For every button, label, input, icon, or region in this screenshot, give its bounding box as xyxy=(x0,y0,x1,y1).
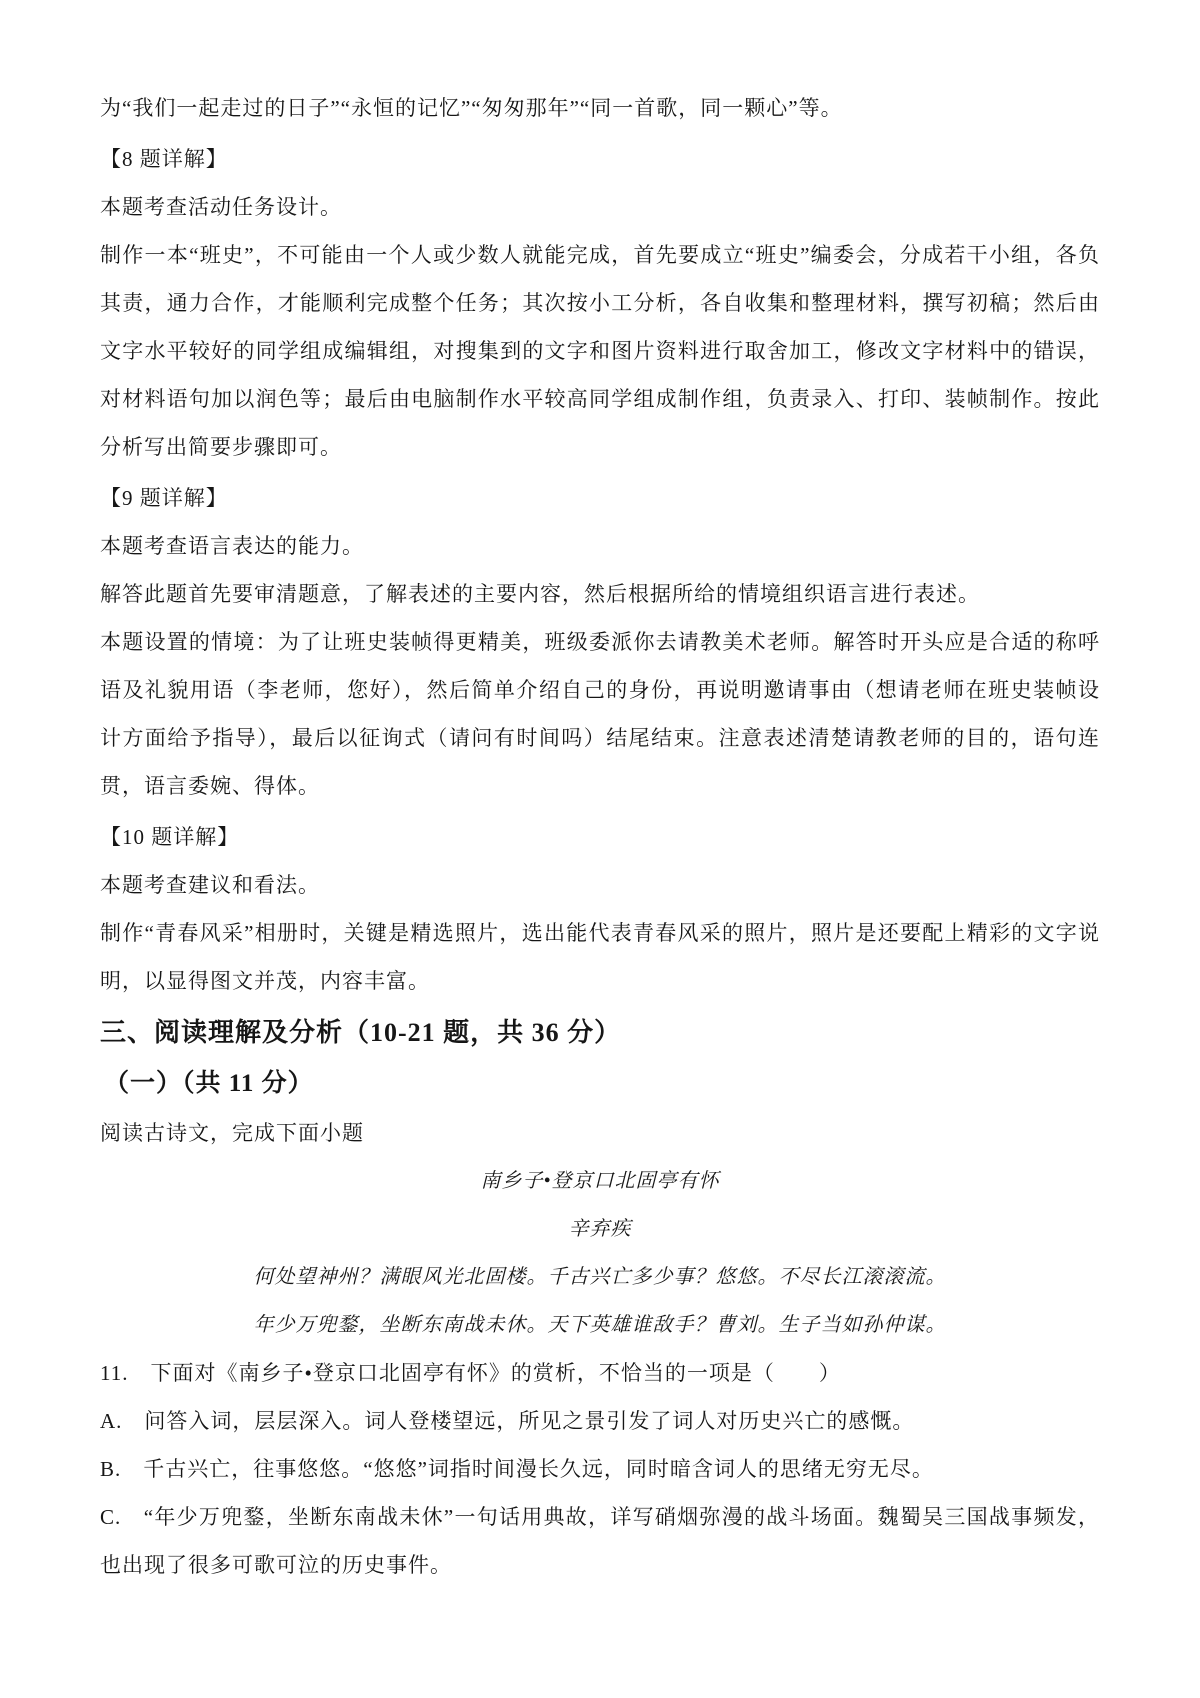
question-11-option-b: B. 千古兴亡，往事悠悠。“悠悠”词指时间漫长久远，同时暗含词人的思绪无穷无尽。 xyxy=(100,1457,934,1481)
paragraph-exam-point-8: 本题考查活动任务设计。 xyxy=(100,195,342,219)
question-11: 11. 下面对《南乡子•登京口北固亭有怀》的赏析，不恰当的一项是（ ） xyxy=(100,1361,841,1385)
paragraph-exam-point-9: 本题考查语言表达的能力。 xyxy=(100,534,364,558)
question-11-option-a: A. 问答入词，层层深入。词人登楼望远，所见之景引发了词人对历史兴亡的感慨。 xyxy=(100,1409,915,1433)
paragraph-continuation: 为“我们一起走过的日子”“永恒的记忆”“匆匆那年”“同一首歌，同一颗心”等。 xyxy=(100,96,843,120)
paragraph-explanation-8: 制作一本“班史”，不可能由一个人或少数人就能完成，首先要成立“班史”编委会，分成若干小组，各负其责，通力合作，才能顺利完成整个任务；其次按小工分析，各自收集和整理材料，撰写初稿；然后由文字水平较好的同学组成编辑组，对搜集到的文字和图片资料进行取舍加工，修改文字材料中的错误，对材料语句加以润色等；最后由电脑制作水平较高同学组成制作组，负责录入、打印、装帧制作。按此分析写出简要步骤即可。 xyxy=(100,243,1100,459)
paragraph-explanation-9b: 本题设置的情境：为了让班史装帧得更精美，班级委派你去请教美术老师。解答时开头应是合适的称呼语及礼貌用语（李老师，您好），然后简单介绍自己的身份，再说明邀请事由（想请老师在班史装帧设计方面给予指导），最后以征询式（请问有时间吗）结尾结束。注意表述清楚请教老师的目的，语句连贯，语言委婉、得体。 xyxy=(100,630,1100,798)
question-11-option-c: C. “年少万兜鍪，坐断东南战未休”一句话用典故，详写硝烟弥漫的战斗场面。魏蜀吴三国战事频发，也出现了很多可歌可泣的历史事件。 xyxy=(100,1505,1100,1577)
reading-instruction: 阅读古诗文，完成下面小题 xyxy=(100,1121,364,1145)
subsection-heading-1: （一）（共 11 分） xyxy=(104,1070,314,1097)
paragraph-explanation-9a: 解答此题首先要审清题意，了解表述的主要内容，然后根据所给的情境组织语言进行表述。 xyxy=(100,582,980,606)
poem-title: 南乡子•登京口北固亭有怀 xyxy=(480,1170,720,1192)
poem-line-2: 年少万兜鍪，坐断东南战未休。天下英雄谁敌手？曹刘。生子当如孙仲谋。 xyxy=(253,1314,947,1336)
section-heading-3: 三、阅读理解及分析（10-21 题，共 36 分） xyxy=(100,1018,622,1047)
detail-label-question-8: 【8 题详解】 xyxy=(100,147,228,171)
paragraph-explanation-10: 制作“青春风采”相册时，关键是精选照片，选出能代表青春风采的照片，照片是还要配上精彩的文字说明，以显得图文并茂，内容丰富。 xyxy=(100,921,1100,993)
poem-author: 辛弃疾 xyxy=(568,1218,632,1240)
poem-line-1: 何处望神州？满眼风光北固楼。千古兴亡多少事？悠悠。不尽长江滚滚流。 xyxy=(253,1266,947,1288)
detail-label-question-10: 【10 题详解】 xyxy=(100,825,240,849)
paragraph-exam-point-10: 本题考查建议和看法。 xyxy=(100,873,320,897)
detail-label-question-9: 【9 题详解】 xyxy=(100,486,228,510)
